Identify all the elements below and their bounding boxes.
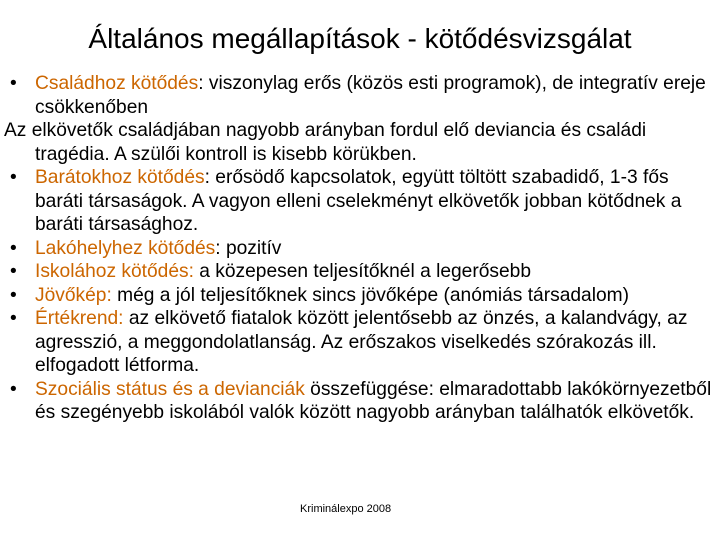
text-family-note: Az elkövetők családjában nagyobb arányban fordul elő deviancia és családi tragédia. A szülői kontroll is kisebb körükben.	[4, 120, 647, 165]
list-item-school	[4, 260, 716, 284]
text-school: a közepesen teljesítőknél a legerősebb	[193, 261, 532, 282]
keyword-social-status: Szociális státus és a devianciák	[35, 378, 305, 400]
keyword-residence: Lakóhelyhez kötődés	[35, 237, 216, 259]
list-item-family	[4, 72, 716, 119]
text-social-status: összefüggése: elmaradottabb lakókörnyezetből és szegényebb iskolából valók között nagyobb arányban találhatók elkövetők.	[35, 378, 712, 423]
keyword-values: Értékrend:	[35, 308, 124, 329]
keyword-friends: Barátokhoz kötődés	[35, 167, 205, 188]
keyword-school: Iskolához kötődés:	[35, 261, 194, 282]
text-values: az elkövető fiatalok között jelentősebb az önzés, a kalandvágy, az agresszió, a meggondolatlanság. Az erőszakos viselkedés szórakozás ill. elfogadott létforma.	[35, 308, 688, 376]
text-residence: : pozitív	[215, 237, 282, 259]
list-item-residence	[4, 237, 716, 261]
keyword-future: Jövőkép:	[35, 284, 112, 306]
list-item-social-status	[4, 378, 716, 425]
list-item-friends	[4, 166, 716, 237]
text-family: : viszonylag erős (közös esti programok), de integratív ereje csökkenőben	[35, 73, 706, 118]
keyword-family: Családhoz kötődés	[35, 73, 199, 94]
list-item-values	[4, 307, 716, 378]
text-future: még a jól teljesítőknek sincs jövőképe (anómiás társadalom)	[111, 284, 630, 306]
text-friends: : erősödő kapcsolatok, együtt töltött szabadidő, 1-3 fős baráti társaságok. A vagyon elleni cselekményt elkövetők jobban kötődnek a baráti társasághoz.	[35, 167, 682, 235]
slide-footer: Kriminálexpo 2008	[300, 503, 392, 515]
slide-title: Általános megállapítások - kötődésvizsgálat	[88, 23, 632, 54]
list-item-family-note	[4, 119, 716, 166]
list-item-future	[4, 284, 716, 308]
slide-content	[4, 72, 716, 425]
